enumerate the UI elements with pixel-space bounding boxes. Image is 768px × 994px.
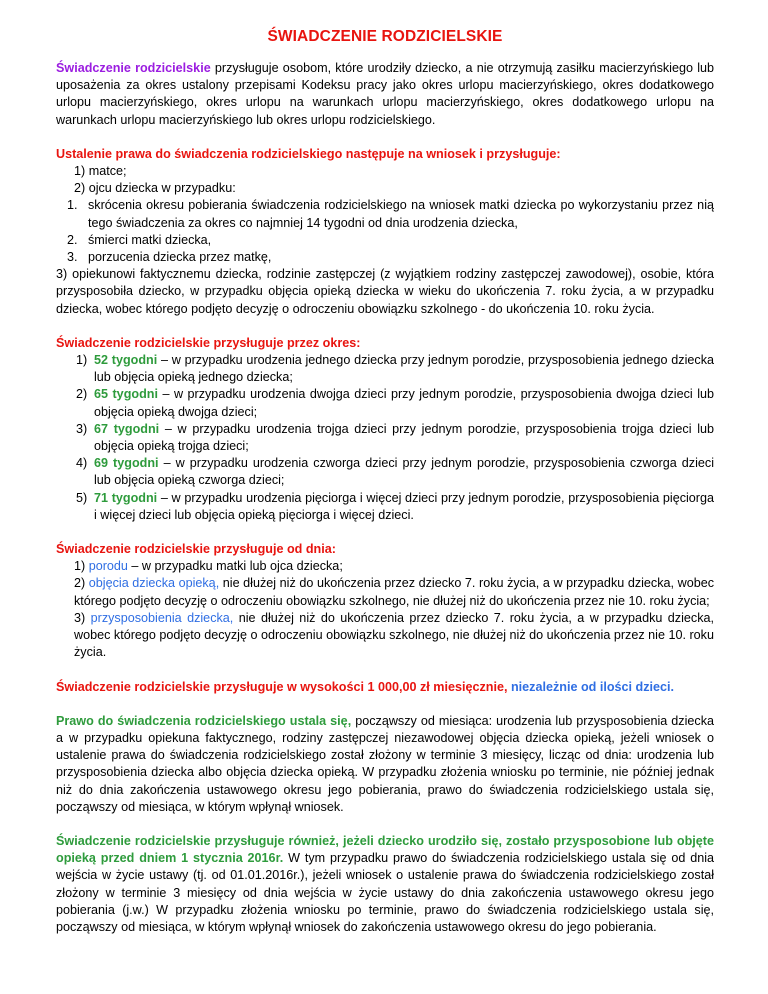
weeks-value: 71 tygodni (94, 490, 158, 505)
eligibility-item: 2) ojcu dziecka w przypadku: (74, 181, 236, 196)
eligibility-item-text: 3) opiekunowi faktycznemu dziecka, rodzinie zastępczej (z wyjątkiem rodziny zastępczej zawodowej), osobie, która przysposobiła dziecko, w przypadku objęcia opieką dziecka w wieku do ukończenia 7. roku życia, a w przypadku dziecka, wobec którego podjęto decyzję o odroczeniu obowiązku szkolnego - do ukończenia 10. roku życia. (56, 267, 714, 316)
established-text: począwszy od miesiąca: urodzenia lub przysposobienia dziecka a w przypadku opiekuna faktycznego, rodziny zastępczej niezawodowej objęcia dziecka opieką, jeżeli wniosek o ustalenie prawa do świadczenia rodzicielskiego został złożony w terminie 3 miesięcy, licząc od dnia: urodzenia lub przysposobienia dziecka albo objęcia dziecka opieką. W przypadku złożenia wniosku po terminie, nie później jednak niż do dnia zakończenia ustawowego okresu jego pobierania, prawo do świadczenia rodzicielskiego ustala się, począwszy od miesiąca, w którym wpłynął wniosek. (56, 713, 714, 814)
eligibility-item: 1) matce; (74, 164, 127, 179)
weeks-value: 52 tygodni (94, 353, 158, 368)
intro-text: przysługuje osobom, które urodziły dziecko, a nie otrzymują zasiłku macierzyńskiego lub uposażenia za okres ustalony przepisami Kodeksu pracy jako okres urlopu macierzyńskiego, okres dodatkowego urlopu macierzyńskiego, okres urlopu na warunkach urlopu macierzyńskiego, okres dodatkowego urlopu na warunkach urlopu macierzyńskiego lub okres urlopu rodzicielskiego. (56, 61, 714, 127)
start-section (56, 541, 714, 661)
list-text: – w przypadku urodzenia pięciorga i więcej dzieci przy jednym porodzie, przysposobienia pięciorga i więcej dzieci lub objęcia opieką pięciorga i więcej dzieci. (94, 490, 714, 522)
list-number: 3. (67, 250, 78, 265)
intro-section (56, 60, 714, 129)
list-number: 3) (76, 421, 88, 436)
start-key: porodu (88, 559, 128, 574)
duration-item (56, 421, 714, 455)
established-lead: Prawo do świadczenia rodzicielskiego ustala się, (56, 713, 352, 728)
duration-item (56, 455, 714, 489)
duration-item (56, 490, 714, 524)
established-paragraph (56, 713, 714, 816)
duration-item (56, 386, 714, 420)
start-item (56, 575, 714, 609)
list-text: – w przypadku urodzenia trojga dzieci przy jednym porodzie, przysposobienia trojga dzieci lub objęcia opieką trojga dzieci; (94, 421, 714, 454)
eligibility-heading: Ustalenie prawa do świadczenia rodzicielskiego następuje na wniosek i przysługuje: (56, 146, 561, 161)
list-text: skrócenia okresu pobierania świadczenia rodzicielskiego na wniosek matki dziecka po wykorzystaniu przez nią tego świadczenia za okres co najmniej 14 tygodni od dnia urodzenia dziecka, (88, 198, 714, 230)
list-text: porzucenia dziecka przez matkę, (88, 250, 272, 265)
before2016-lead: Świadczenie rodzicielskie przysługuje również, jeżeli dziecko urodziło się, zostało przysposobione lub objęte opieką przed dniem 1 stycznia 2016r. (56, 833, 714, 866)
list-number: 3) (74, 610, 91, 625)
start-item (56, 610, 714, 662)
page-title: ŚWIADCZENIE RODZICIELSKIE (267, 28, 503, 45)
list-number: 4) (76, 456, 88, 471)
duration-list (56, 352, 714, 524)
duration-item (56, 352, 714, 386)
eligibility-section (56, 146, 714, 318)
amount-section (56, 679, 714, 696)
list-text: nie dłużej niż do ukończenia przez dziecko 7. roku życia, a w przypadku dziecka, wobec którego podjęto decyzję o odroczeniu obowiązku szkolnego, nie dłużej niż do ukończenia przez nie 10. roku życia. (74, 610, 715, 660)
amount-paragraph (56, 679, 714, 696)
start-key: objęcia dziecka opieką, (88, 576, 220, 591)
eligibility-subitem (56, 232, 714, 249)
duration-heading: Świadczenie rodzicielskie przysługuje przez okres: (56, 335, 361, 350)
list-number: 1. (67, 198, 78, 213)
amount-extra: niezależnie od ilości dzieci. (507, 679, 675, 694)
list-text: – w przypadku urodzenia czworga dzieci przy jednym porodzie, przysposobienia czworga dzieci lub objęcia opieką czworga dzieci; (94, 456, 714, 488)
list-number: 1) (76, 353, 88, 368)
intro-lead: Świadczenie rodzicielskie (56, 61, 211, 75)
list-text: – w przypadku matki lub ojca dziecka; (127, 559, 343, 574)
eligibility-sublist (56, 197, 714, 266)
list-text: nie dłużej niż do ukończenia przez dziecko 7. roku życia, a w przypadku dziecka, wobec którego podjęto decyzję o odroczeniu obowiązku szkolnego, nie dłużej niż do ukończenia przez nie 10. roku życia; (74, 576, 715, 608)
start-item (56, 558, 714, 575)
weeks-value: 69 tygodni (94, 456, 159, 471)
before2016-text: W tym przypadku prawo do świadczenia rodzicielskiego ustala się od dnia wejścia w życie ustawy (tj. od 01.01.2016r.), jeżeli wniosek o ustalenie prawa do świadczenia rodzicielskiego został złożony w terminie 3 miesięcy od dnia wejścia w życie ustawy do dnia zakończenia ustawowego okresu jego pobierania (j.w.) W przypadku złożenia wniosku po terminie, prawo do świadczenia rodzicielskiego ustala się, począwszy od miesiąca, w którym wpłynął wniosek do zakończenia ustawowego okresu do jego pobierania. (56, 851, 714, 934)
before2016-paragraph (56, 833, 714, 936)
list-text: śmierci matki dziecka, (88, 232, 212, 247)
list-number: 1) (74, 559, 89, 574)
list-number: 2) (76, 387, 88, 402)
list-number: 2. (67, 232, 78, 247)
intro-paragraph (56, 60, 714, 129)
weeks-value: 67 tygodni (94, 421, 160, 436)
eligibility-subitem (56, 197, 714, 231)
weeks-value: 65 tygodni (94, 387, 158, 402)
eligibility-item (56, 266, 714, 318)
start-key: przysposobienia dziecka, (90, 610, 234, 625)
before2016-section (56, 833, 714, 936)
eligibility-subitem (56, 249, 714, 266)
amount-main: Świadczenie rodzicielskie przysługuje w wysokości 1 000,00 zł miesięcznie, (56, 679, 508, 694)
list-text: – w przypadku urodzenia jednego dziecka przy jednym porodzie, przysposobienia jednego dziecka lub objęcia opieką jednego dziecka; (94, 353, 714, 385)
list-number: 5) (76, 490, 88, 505)
list-text: – w przypadku urodzenia dwojga dzieci przy jednym porodzie, przysposobienia dwojga dzieci lub objęcia opieką dwojga dzieci; (94, 387, 714, 419)
list-number: 2) (74, 576, 89, 591)
established-section (56, 713, 714, 816)
start-heading: Świadczenie rodzicielskie przysługuje od dnia: (56, 542, 336, 557)
duration-section (56, 335, 714, 524)
